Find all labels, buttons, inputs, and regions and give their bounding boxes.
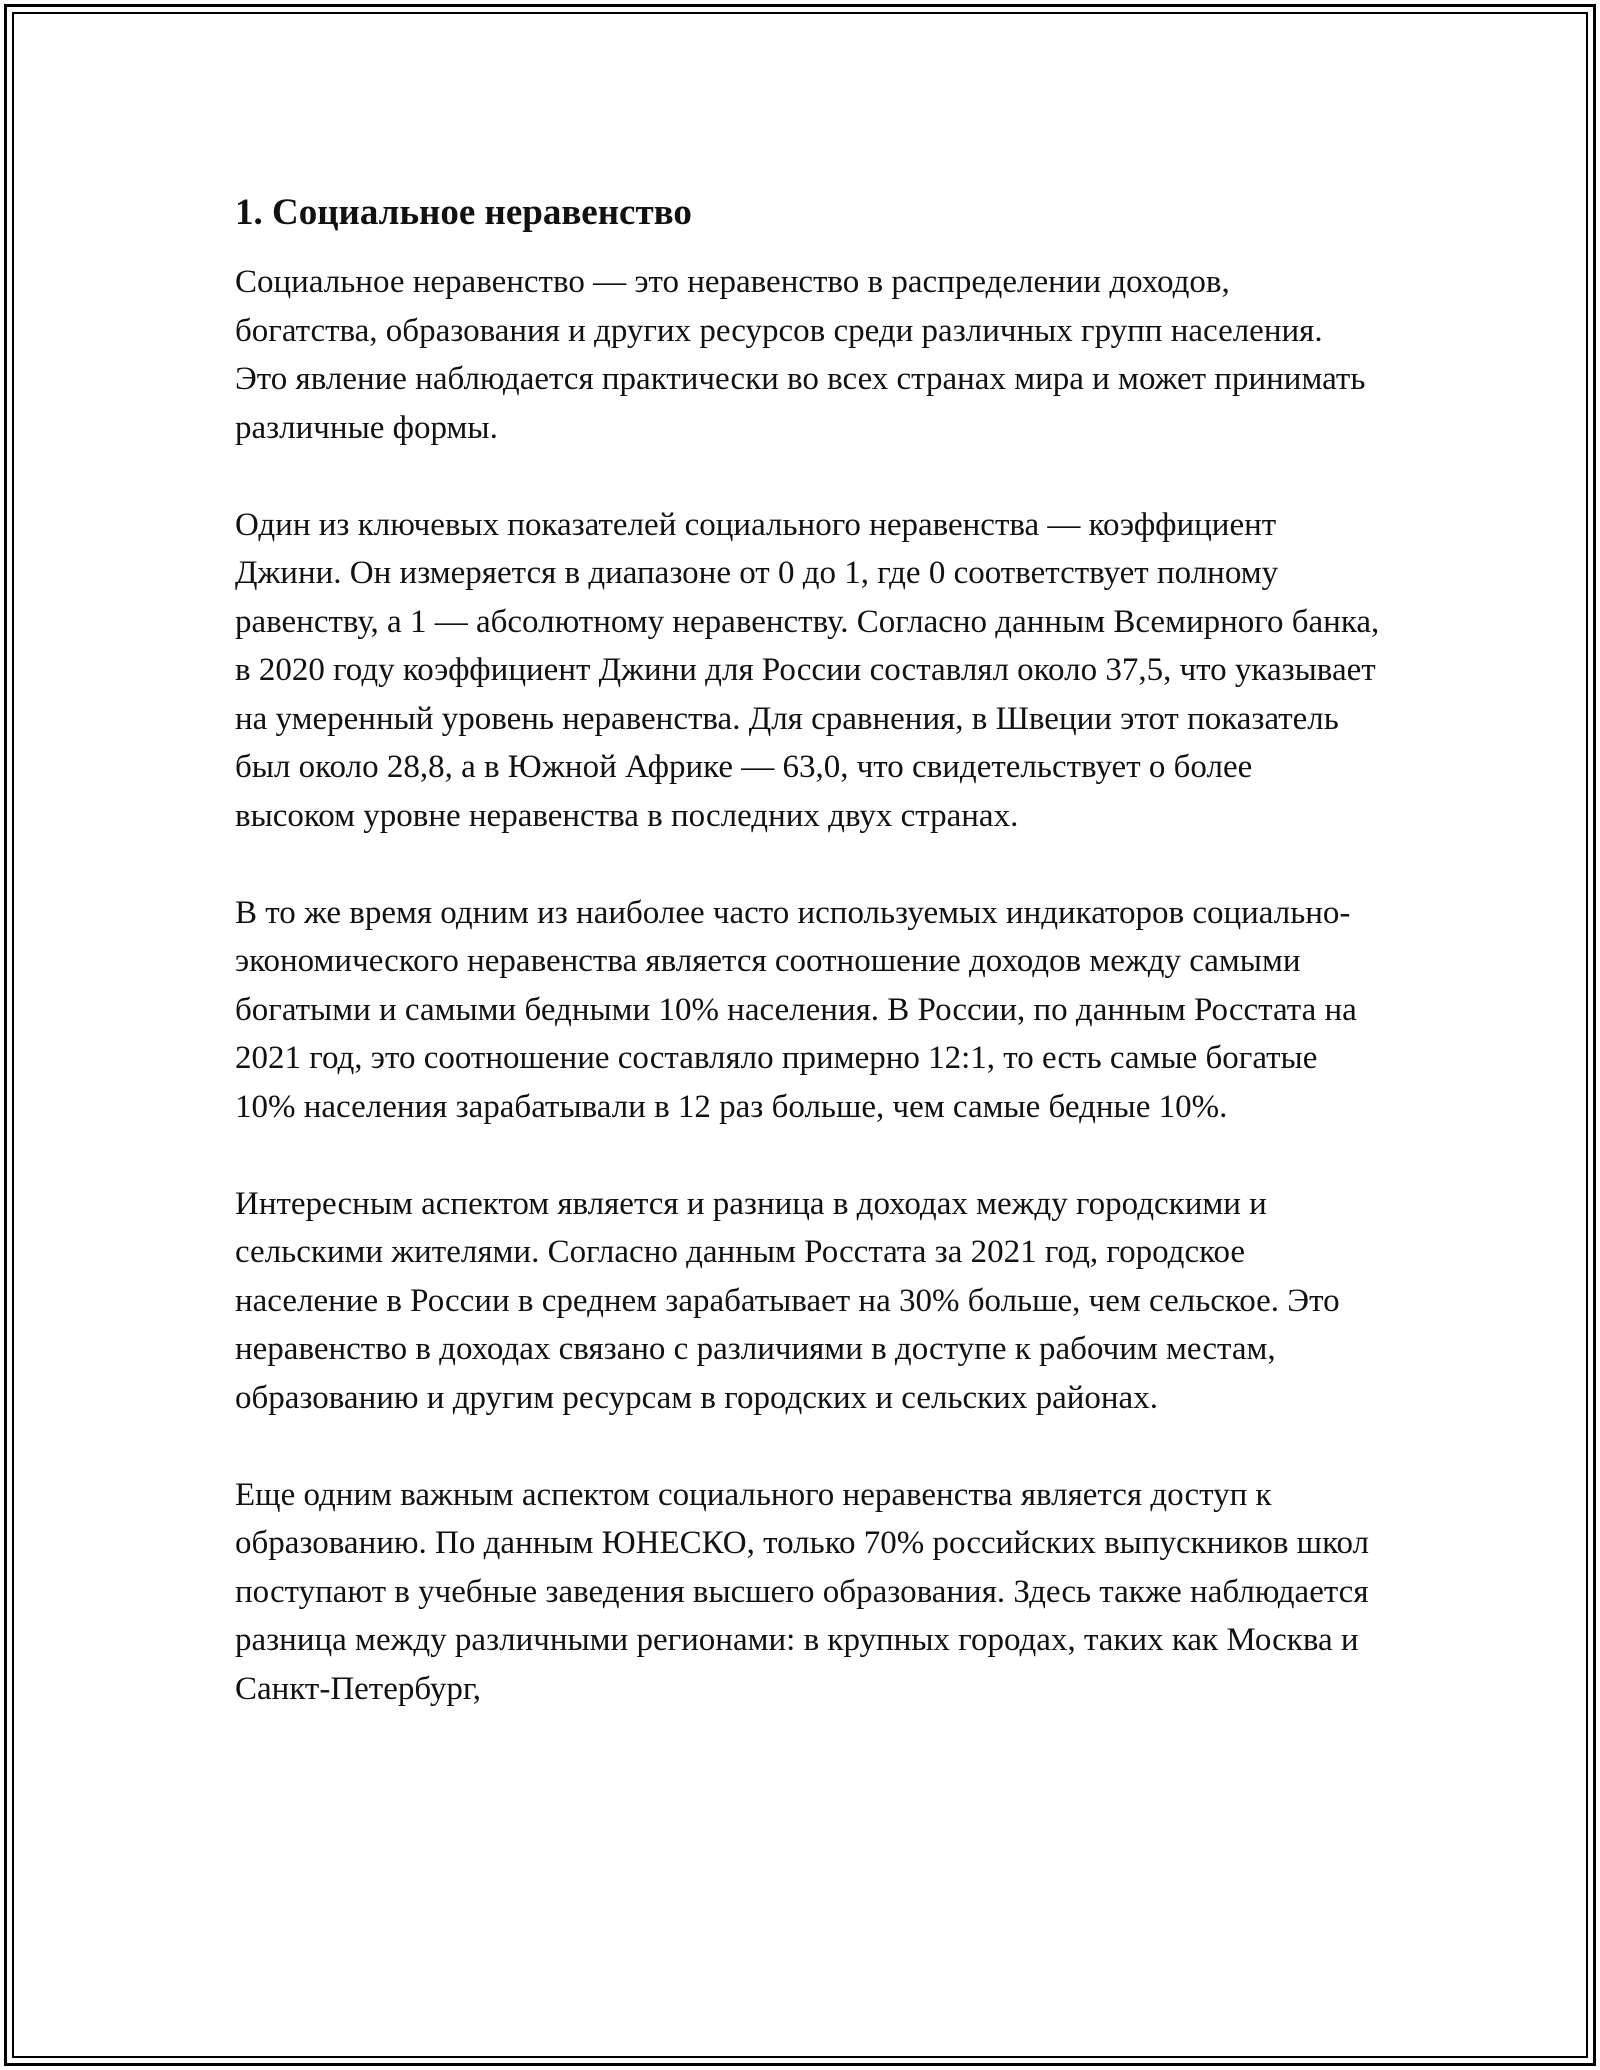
section-heading: 1. Социальное неравенство — [235, 192, 692, 233]
paragraph-education: Еще одним важным аспектом социального неравенства является доступ к образованию. По данным ЮНЕСКО, только 70% российских выпускников школ поступают в учебные заведения высшего образования. Здесь также наблюдается разница между различными регионами: в крупных городах, таких как Москва и Санкт-Петербург, — [235, 1476, 1369, 1707]
paragraph-income-ratio: В то же время одним из наиболее часто используемых индикаторов социально-экономического неравенства является соотношение доходов между самыми богатыми и самыми бедными 10% населения. В России, по данным Росстата на 2021 год, это соотношение составляло примерно 12:1, то есть самые богатые 10% населения зарабатывали в 12 раз больше, чем самые бедные 10%. — [235, 894, 1357, 1125]
paragraph-definition: Социальное неравенство — это неравенство в распределении доходов, богатства, образования и других ресурсов среди различных групп населения. Это явление наблюдается практически во всех странах мира и может принимать различные формы. — [235, 264, 1366, 446]
document-body — [235, 188, 1380, 1713]
paragraph-urban-rural: Интересным аспектом является и разница в доходах между городскими и сельскими жителями. Согласно данным Росстата за 2021 год, городское население в России в среднем зарабатывает на 30% больше, чем сельское. Это неравенство в доходах связано с различиями в доступе к рабочим местам, образованию и другим ресурсам в городских и сельских районах. — [235, 1185, 1340, 1416]
paragraph-gini: Один из ключевых показателей социального неравенства — коэффициент Джини. Он измеряется в диапазоне от 0 до 1, где 0 соответствует полному равенству, а 1 — абсолютному неравенству. Согласно данным Всемирного банка, в 2020 году коэффициент Джини для России составлял около 37,5, что указывает на умеренный уровень неравенства. Для сравнения, в Швеции этот показатель был около 28,8, а в Южной Африке — 63,0, что свидетельствует о более высоком уровне неравенства в последних двух странах. — [235, 506, 1380, 834]
